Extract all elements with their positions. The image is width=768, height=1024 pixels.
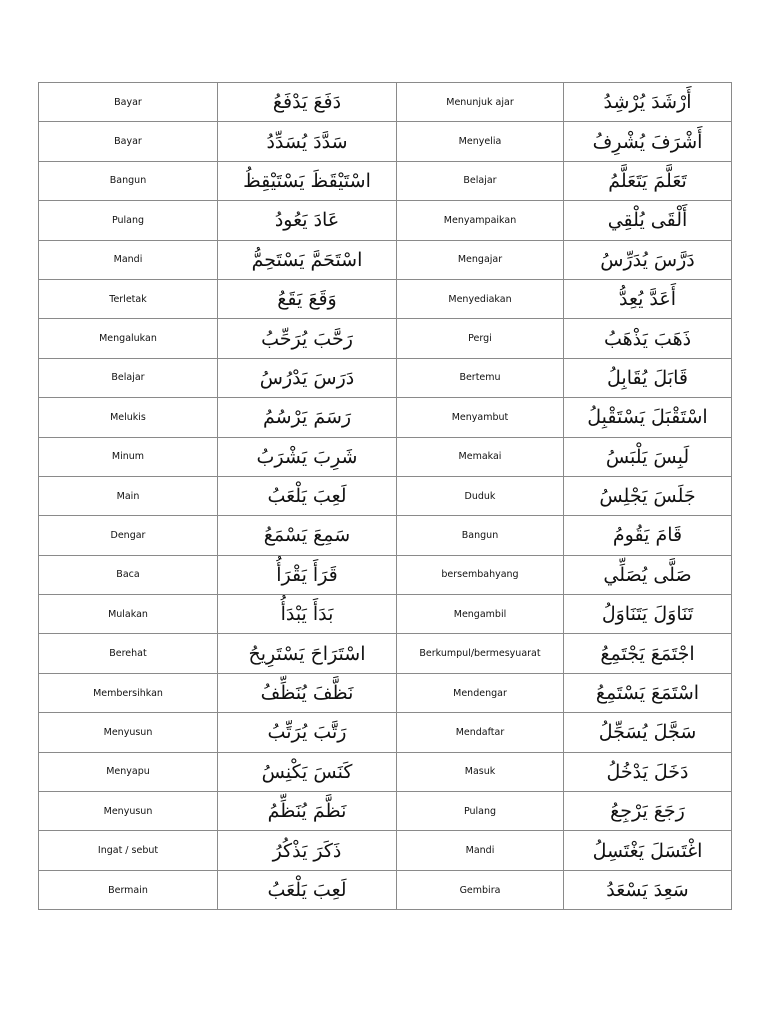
left-arabic-cell: رَسَمَ يَرْسُمُ [218,398,397,437]
right-arabic-cell: اغْتَسَلَ يَغْتَسِلُ [564,831,732,870]
right-arabic-cell: دَرَّسَ يُدَرِّسُ [564,240,732,279]
left-arabic-cell: شَرِبَ يَشْرَبُ [218,437,397,476]
table-row [39,240,732,279]
left-malay-cell: Menyusun [39,713,218,752]
table-row [39,831,732,870]
left-arabic-cell: نَظَّفَ يُنَظِّفُ [218,673,397,712]
left-malay-cell: Dengar [39,516,218,555]
table-row [39,516,732,555]
left-arabic-cell: اسْتَحَمَّ يَسْتَحِمُّ [218,240,397,279]
left-malay-cell: Mengalukan [39,319,218,358]
right-malay-cell: Menunjuk ajar [397,83,564,122]
right-malay-cell: Pulang [397,792,564,831]
right-malay-cell: Masuk [397,752,564,791]
left-malay-cell: Terletak [39,279,218,318]
right-arabic-cell: قَامَ يَقُومُ [564,516,732,555]
left-malay-cell: Main [39,476,218,515]
right-malay-cell: bersembahyang [397,555,564,594]
right-arabic-cell: ذَهَبَ يَذْهَبُ [564,319,732,358]
left-arabic-cell: كَنَسَ يَكْنِسُ [218,752,397,791]
right-malay-cell: Mengajar [397,240,564,279]
left-malay-cell: Berehat [39,634,218,673]
left-malay-cell: Menyusun [39,792,218,831]
right-arabic-cell: أَشْرَفَ يُشْرِفُ [564,122,732,161]
table-row [39,279,732,318]
left-arabic-cell: ذَكَرَ يَذْكُرُ [218,831,397,870]
vocabulary-table-body [39,83,732,910]
left-malay-cell: Mulakan [39,595,218,634]
left-arabic-cell: بَدَأَ يَبْدَأُ [218,595,397,634]
table-row [39,634,732,673]
table-row [39,713,732,752]
vocabulary-table [38,82,732,910]
left-arabic-cell: نَظَّمَ يُنَظِّمُ [218,792,397,831]
left-malay-cell: Menyapu [39,752,218,791]
left-arabic-cell: سَمِعَ يَسْمَعُ [218,516,397,555]
left-malay-cell: Belajar [39,358,218,397]
right-arabic-cell: رَجَعَ يَرْجِعُ [564,792,732,831]
right-malay-cell: Mandi [397,831,564,870]
left-malay-cell: Minum [39,437,218,476]
left-malay-cell: Baca [39,555,218,594]
table-row [39,358,732,397]
right-arabic-cell: صَلَّى يُصَلِّي [564,555,732,594]
table-row [39,752,732,791]
right-malay-cell: Menyampaikan [397,201,564,240]
left-malay-cell: Membersihkan [39,673,218,712]
left-malay-cell: Bangun [39,161,218,200]
right-malay-cell: Menyediakan [397,279,564,318]
left-malay-cell: Bermain [39,870,218,909]
left-malay-cell: Bayar [39,122,218,161]
left-arabic-cell: عَادَ يَعُودُ [218,201,397,240]
right-arabic-cell: قَابَلَ يُقَابِلُ [564,358,732,397]
right-malay-cell: Bertemu [397,358,564,397]
left-malay-cell: Ingat / sebut [39,831,218,870]
left-arabic-cell: لَعِبَ يَلْعَبُ [218,476,397,515]
right-arabic-cell: سَجَّلَ يُسَجِّلُ [564,713,732,752]
table-row [39,792,732,831]
right-arabic-cell: اسْتَمَعَ يَسْتَمِعُ [564,673,732,712]
right-arabic-cell: اسْتَقْبَلَ يَسْتَقْبِلُ [564,398,732,437]
left-arabic-cell: وَقَعَ يَقَعُ [218,279,397,318]
left-arabic-cell: اسْتَرَاحَ يَسْتَرِيحُ [218,634,397,673]
table-row [39,673,732,712]
left-arabic-cell: دَرَسَ يَدْرُسُ [218,358,397,397]
left-arabic-cell: اسْتَيْقَظَ يَسْتَيْقِظُ [218,161,397,200]
right-malay-cell: Pergi [397,319,564,358]
right-arabic-cell: سَعِدَ يَسْعَدُ [564,870,732,909]
right-arabic-cell: اجْتَمَعَ يَجْتَمِعُ [564,634,732,673]
table-row [39,555,732,594]
right-arabic-cell: أَرْشَدَ يُرْشِدُ [564,83,732,122]
left-arabic-cell: رَتَّبَ يُرَتِّبُ [218,713,397,752]
left-arabic-cell: قَرَأَ يَقْرَأُ [218,555,397,594]
right-arabic-cell: أَعَدَّ يُعِدُّ [564,279,732,318]
table-row [39,122,732,161]
table-row [39,83,732,122]
right-malay-cell: Belajar [397,161,564,200]
left-malay-cell: Mandi [39,240,218,279]
left-arabic-cell: سَدَّدَ يُسَدِّدُ [218,122,397,161]
table-row [39,870,732,909]
table-row [39,437,732,476]
left-malay-cell: Melukis [39,398,218,437]
left-arabic-cell: لَعِبَ يَلْعَبُ [218,870,397,909]
right-arabic-cell: تَعَلَّمَ يَتَعَلَّمُ [564,161,732,200]
left-arabic-cell: دَفَعَ يَدْفَعُ [218,83,397,122]
right-malay-cell: Duduk [397,476,564,515]
right-arabic-cell: أَلْقَى يُلْقِي [564,201,732,240]
right-malay-cell: Mendengar [397,673,564,712]
right-malay-cell: Mendaftar [397,713,564,752]
right-arabic-cell: دَخَلَ يَدْخُلُ [564,752,732,791]
table-row [39,398,732,437]
right-malay-cell: Menyelia [397,122,564,161]
right-malay-cell: Menyambut [397,398,564,437]
right-arabic-cell: لَبِسَ يَلْبَسُ [564,437,732,476]
table-row [39,161,732,200]
right-malay-cell: Memakai [397,437,564,476]
table-row [39,201,732,240]
table-row [39,319,732,358]
left-malay-cell: Pulang [39,201,218,240]
table-row [39,595,732,634]
left-arabic-cell: رَحَّبَ يُرَحِّبُ [218,319,397,358]
right-malay-cell: Bangun [397,516,564,555]
right-malay-cell: Mengambil [397,595,564,634]
right-malay-cell: Berkumpul/bermesyuarat [397,634,564,673]
table-row [39,476,732,515]
right-arabic-cell: تَنَاوَلَ يَتَنَاوَلُ [564,595,732,634]
right-arabic-cell: جَلَسَ يَجْلِسُ [564,476,732,515]
right-malay-cell: Gembira [397,870,564,909]
left-malay-cell: Bayar [39,83,218,122]
